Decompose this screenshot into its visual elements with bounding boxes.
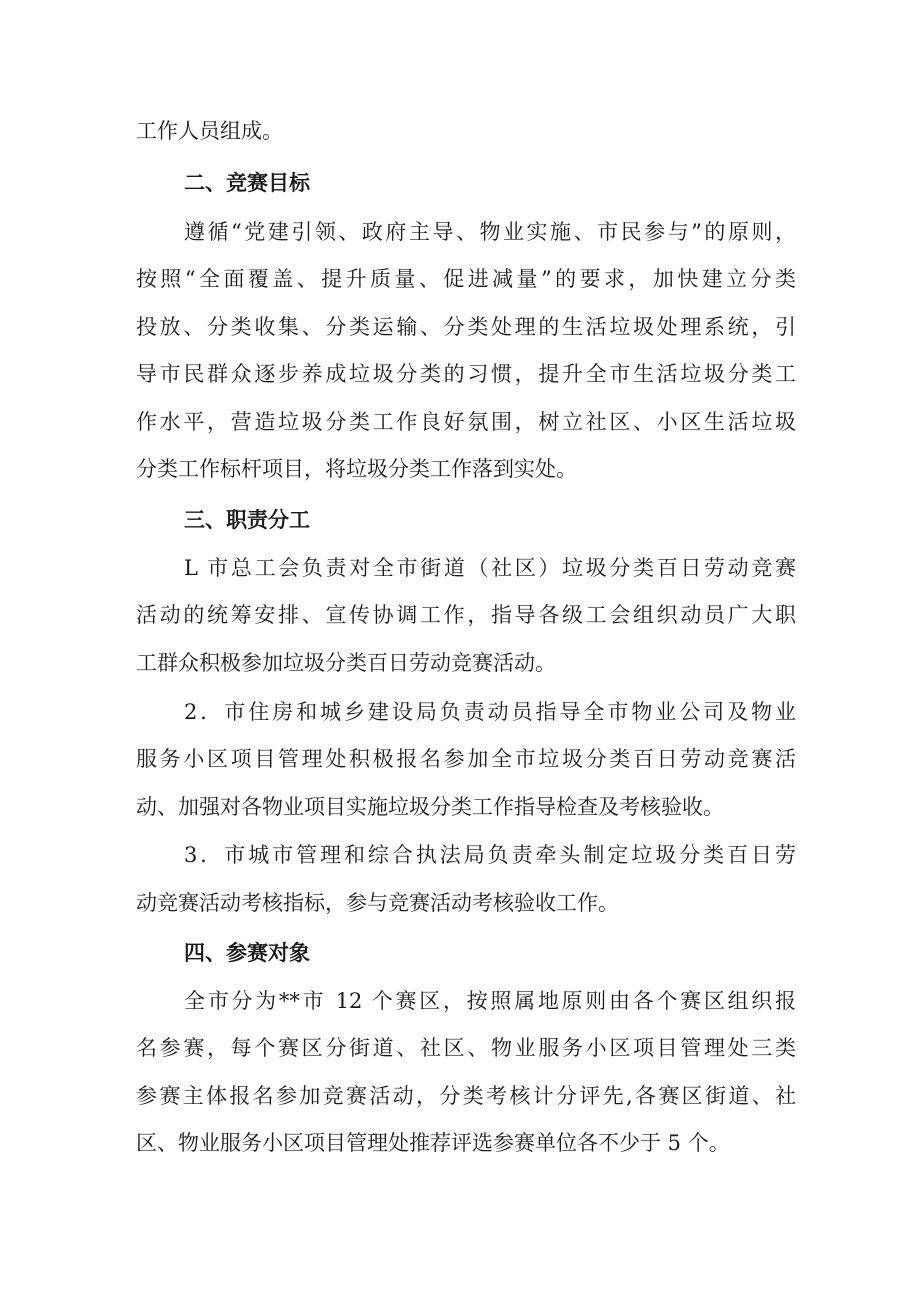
paragraph-line: 名参赛，每个赛区分街道、社区、物业服务小区项目管理处三类 bbox=[136, 1036, 796, 1060]
paragraph-line: 工作人员组成。 bbox=[136, 119, 283, 143]
paragraph-line: 动竞赛活动考核指标，参与竞赛活动考核验收工作。 bbox=[136, 891, 619, 915]
paragraph-line: 分类工作标杆项目，将垃圾分类工作落到实处。 bbox=[136, 457, 577, 481]
section-heading-participants: 四、参赛对象 bbox=[184, 941, 310, 965]
paragraph-line: L 市总工会负责对全市街道（社区）垃圾分类百日劳动竞赛 bbox=[184, 556, 796, 580]
paragraph-line: 按照“全面覆盖、提升质量、促进减量”的要求，加快建立分类 bbox=[136, 267, 796, 291]
paragraph-line: 工群众积极参加垃圾分类百日劳动竞赛活动。 bbox=[136, 651, 556, 675]
paragraph-line: 2．市住房和城乡建设局负责动员指导全市物业公司及物业 bbox=[184, 700, 796, 724]
paragraph-line: 动、加强对各物业项目实施垃圾分类工作指导检查及考核验收。 bbox=[136, 795, 724, 819]
paragraph-line: 服务小区项目管理处积极报名参加全市垃圾分类百日劳动竞赛活 bbox=[136, 747, 796, 771]
section-heading-goals: 二、竞赛目标 bbox=[184, 171, 310, 195]
paragraph-line: 区、物业服务小区项目管理处推荐评选参赛单位各不少于 5 个。 bbox=[136, 1131, 730, 1155]
paragraph-line: 参赛主体报名参加竞赛活动，分类考核计分评先,各赛区街道、社 bbox=[136, 1084, 796, 1108]
paragraph-line: 导市民群众逐步养成垃圾分类的习惯，提升全市生活垃圾分类工 bbox=[136, 362, 796, 386]
section-heading-duties: 三、职责分工 bbox=[184, 508, 310, 532]
paragraph-line: 投放、分类收集、分类运输、分类处理的生活垃圾处理系统，引 bbox=[136, 315, 796, 339]
paragraph-line: 3．市城市管理和综合执法局负责牵头制定垃圾分类百日劳 bbox=[184, 843, 796, 867]
paragraph-line: 全市分为**市 12 个赛区，按照属地原则由各个赛区组织报 bbox=[184, 989, 796, 1013]
paragraph-line: 活动的统筹安排、宣传协调工作，指导各级工会组织动员广大职 bbox=[136, 603, 796, 627]
paragraph-line: 遵循“党建引领、政府主导、物业实施、市民参与”的原则， bbox=[184, 220, 796, 244]
paragraph-line: 作水平，营造垃圾分类工作良好氛围，树立社区、小区生活垃圾 bbox=[136, 410, 796, 434]
